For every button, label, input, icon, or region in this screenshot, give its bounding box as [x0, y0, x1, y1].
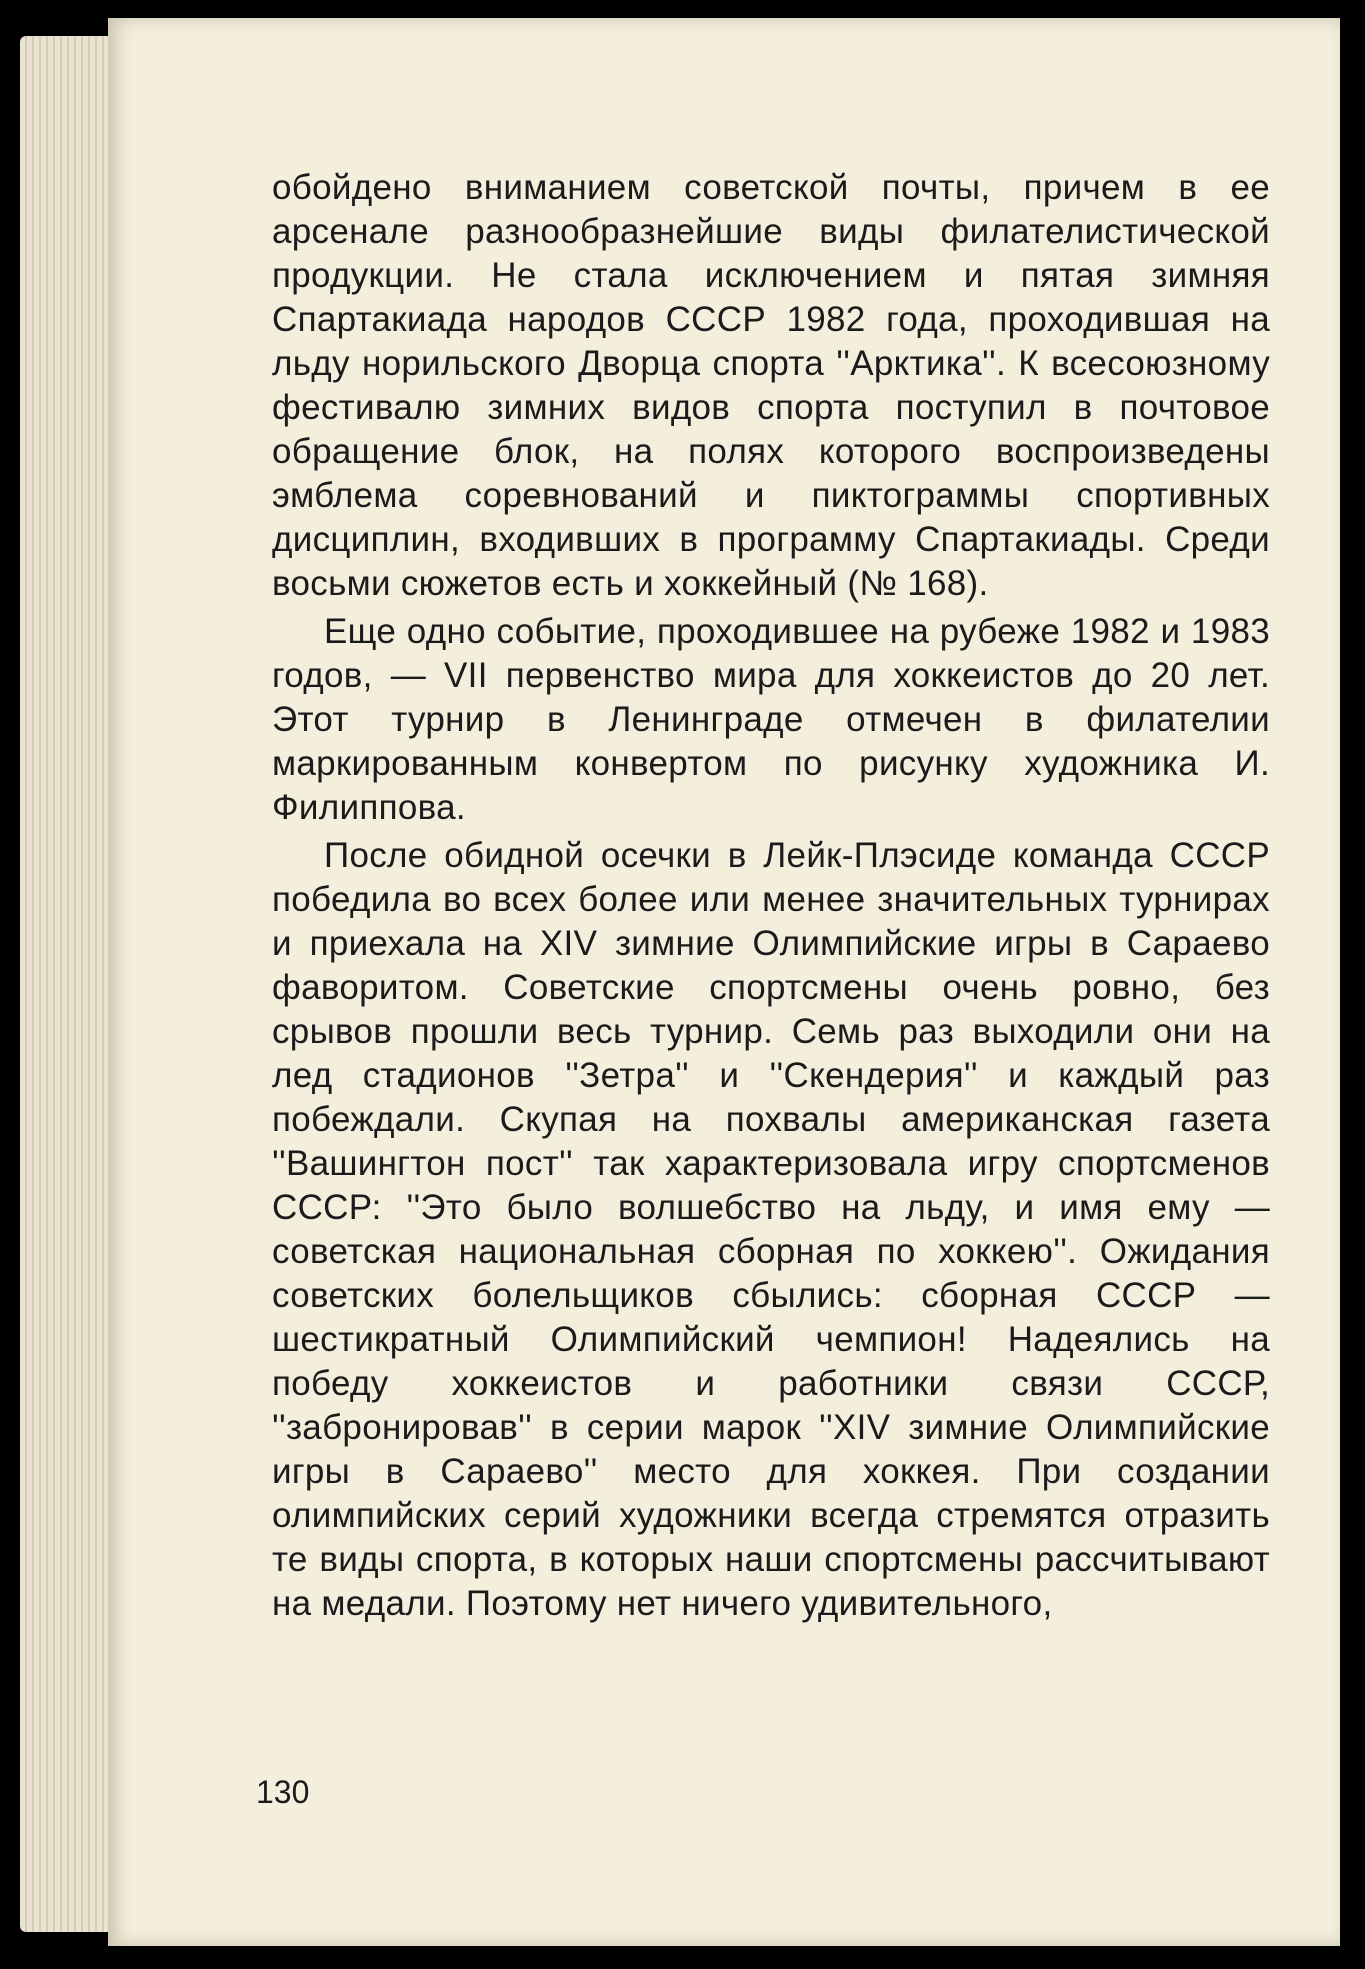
paragraph-2: Еще одно событие, проходившее на рубеже 1982 и 1983 годов, — VII первенство мира для хоккеистов до 20 лет. Этот турнир в Ленинграде отмечен в филателии маркированным конвертом по рисунку художника И. Филиппова. [272, 612, 1270, 827]
paragraph-1: обойдено вниманием советской почты, причем в ее арсенале разнообразнейшие виды филателистической продукции. Не стала исключением и пятая зимняя Спартакиада народов СССР 1982 года, проходившая на льду норильского Дворца спорта ''Арктика''. К всесоюзному фестивалю зимних видов спорта поступил в почтовое обращение блок, на полях которого воспроизведены эмблема соревнований и пиктограммы спортивных дисциплин, входивших в программу Спартакиады. Среди восьми сюжетов есть и хоккейный (№ 168). [272, 168, 1270, 603]
page-number: 130 [256, 1774, 310, 1810]
paragraph-3: После обидной осечки в Лейк-Плэсиде команда СССР победила во всех более или менее значительных турнирах и приехала на XIV зимние Олимпийские игры в Сараево фаворитом. Советские спортсмены очень ровно, без срывов прошли весь турнир. Семь раз выходили они на лед стадионов ''Зетра'' и ''Скендерия'' и каждый раз побеждали. Скупая на похвалы американская газета ''Вашингтон пост'' так характеризовала игру спортсменов СССР: ''Это было волшебство на льду, и имя ему — советская национальная сборная по хоккею''. Ожидания советских болельщиков сбылись: сборная СССР — шестикратный Олимпийский чемпион! Надеялись на победу хоккеистов и работники связи СССР, ''забронировав'' в серии марок ''XIV зимние Олимпийские игры в Сараево'' место для хоккея. При создании олимпийских серий художники всегда стремятся отразить те виды спорта, в которых наши спортсмены рассчитывают на медали. Поэтому нет ничего удивительного, [272, 836, 1270, 1623]
page-body-text [272, 166, 1270, 1630]
